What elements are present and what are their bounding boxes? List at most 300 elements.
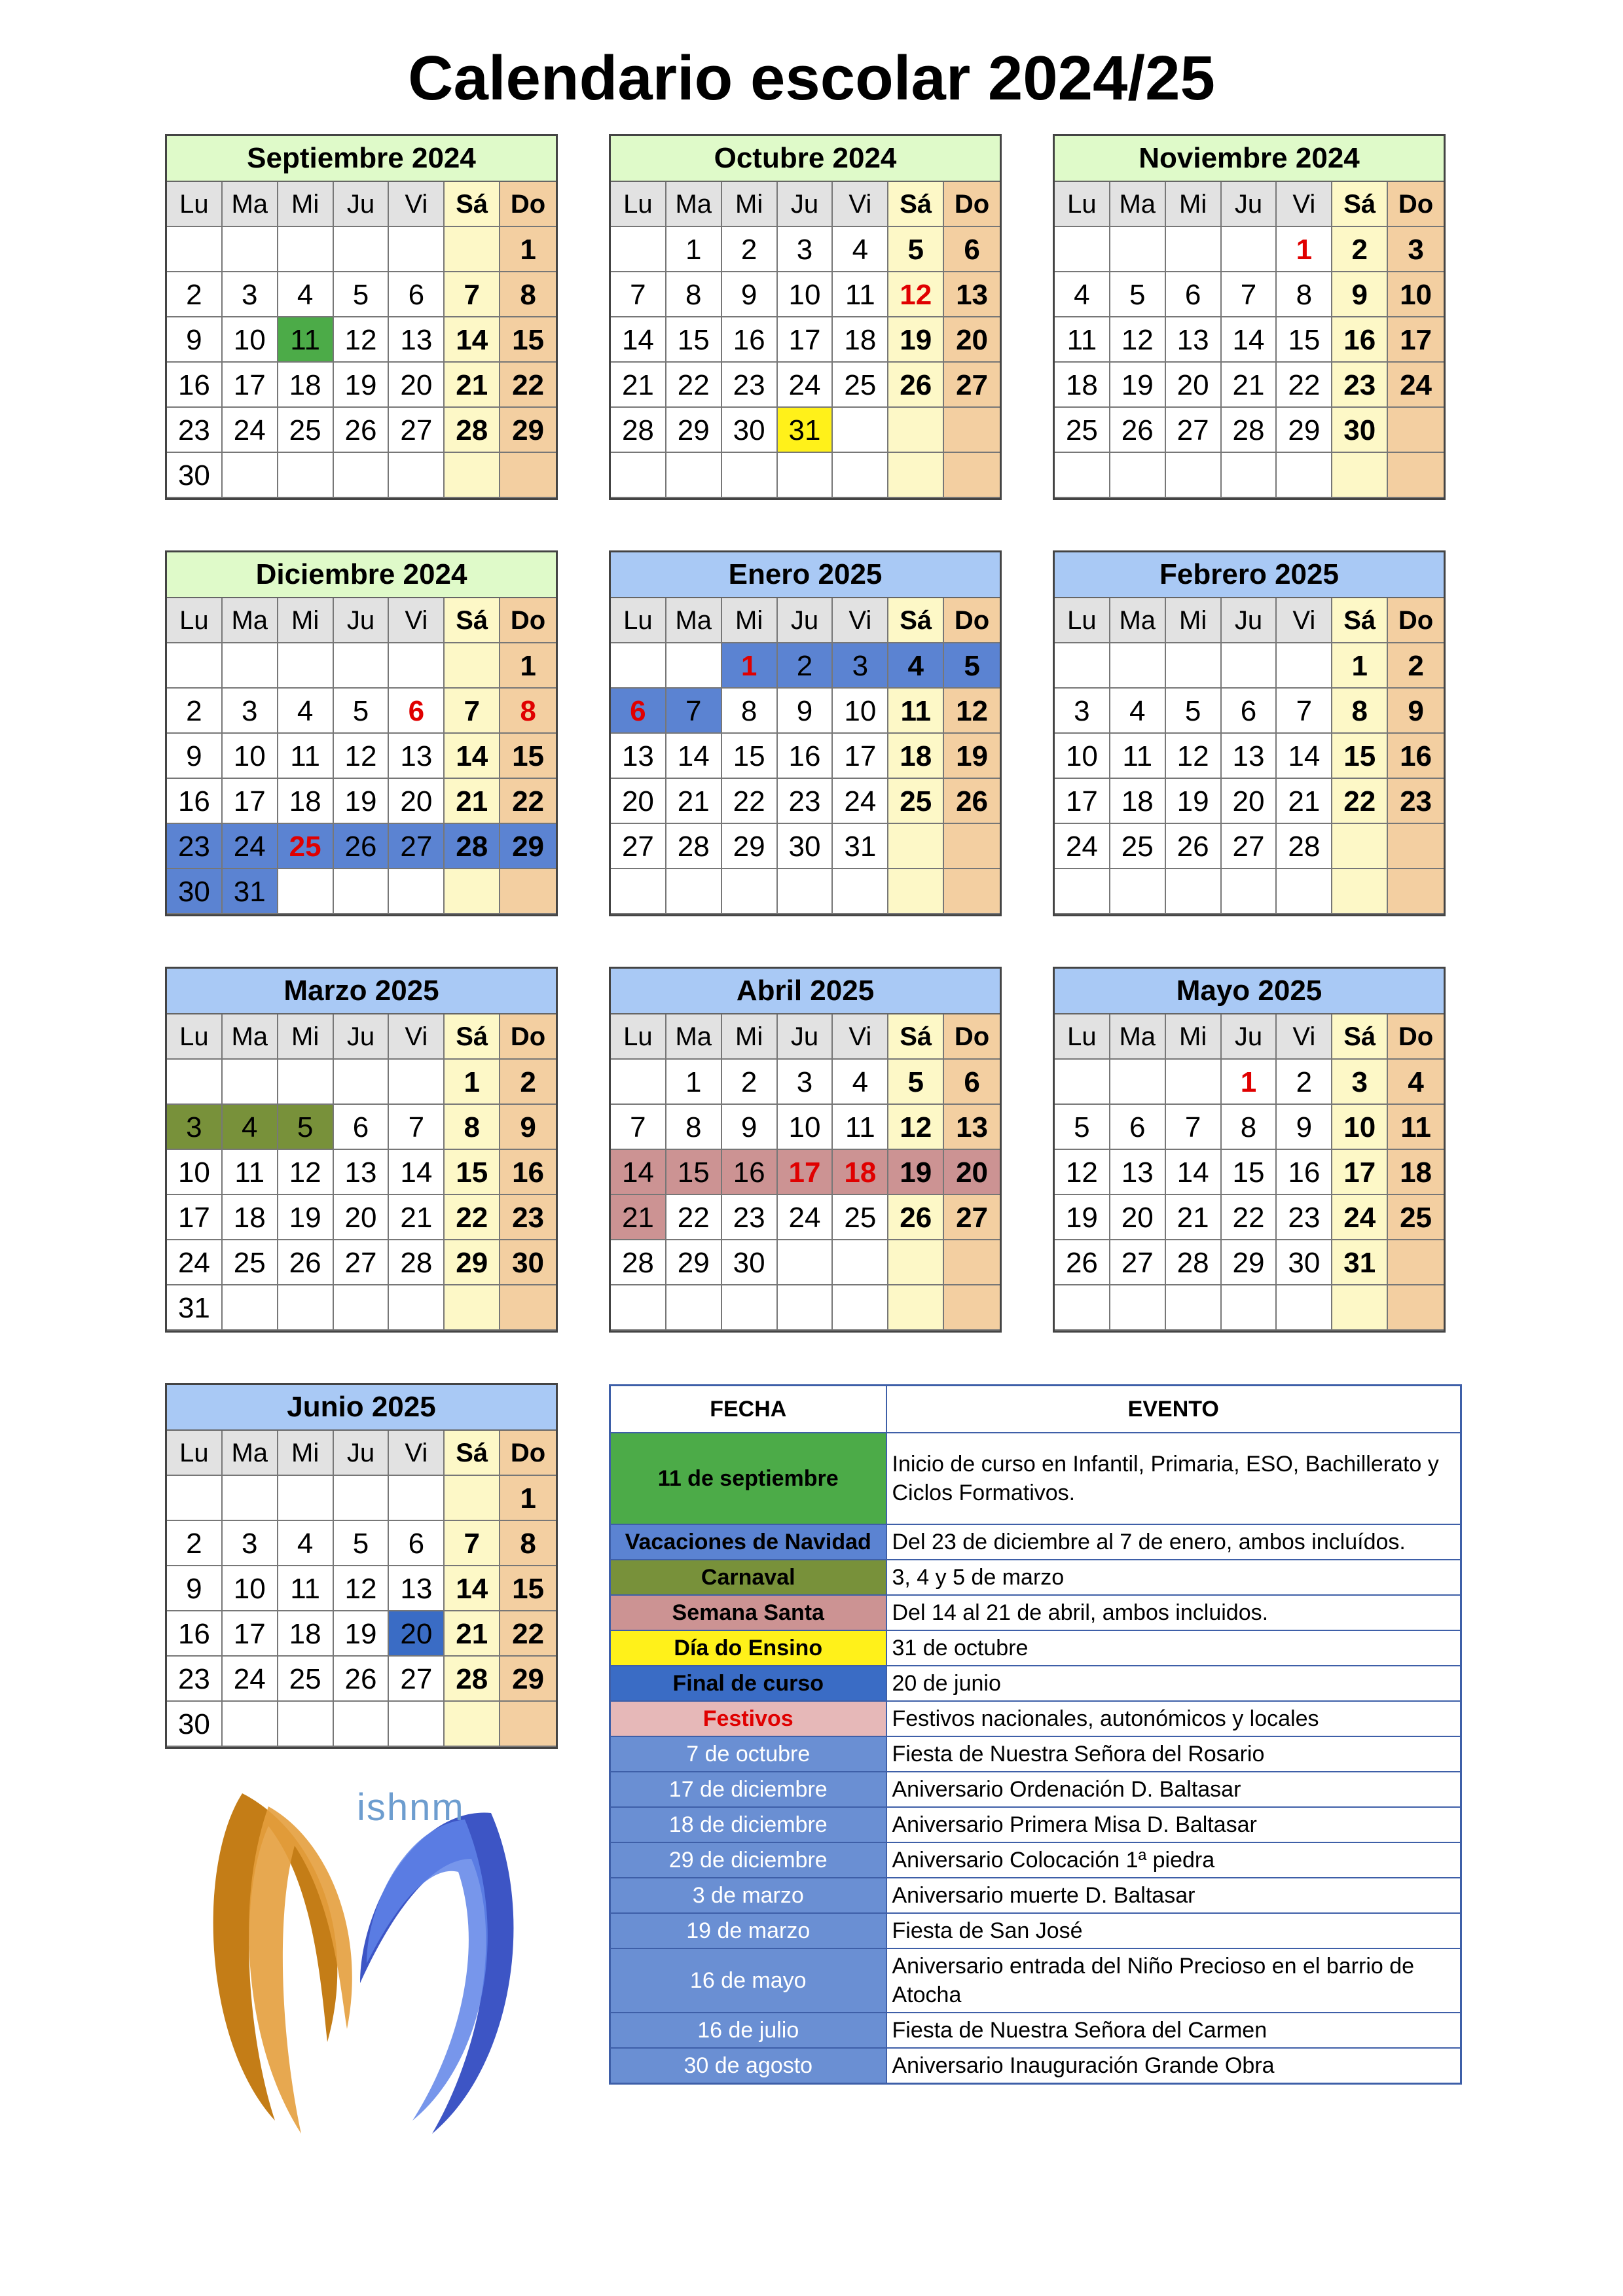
day-cell: 23 — [1332, 363, 1388, 408]
day-cell: 31 — [778, 408, 833, 453]
day-cell: 17 — [223, 363, 278, 408]
day-cell: 1 — [1222, 1060, 1277, 1105]
empty-day-cell — [500, 453, 556, 498]
day-cell: 18 — [278, 363, 334, 408]
empty-day-cell — [1277, 453, 1332, 498]
day-cell: 12 — [278, 1150, 334, 1195]
weekday-header: Ju — [778, 182, 833, 227]
month-calendar — [609, 967, 1002, 1333]
weekday-header: Ju — [1222, 598, 1277, 643]
day-cell: 19 — [1110, 363, 1166, 408]
empty-day-cell — [1388, 408, 1444, 453]
day-cell: 29 — [500, 824, 556, 869]
empty-day-cell — [611, 227, 666, 272]
day-cell: 8 — [500, 1521, 556, 1566]
day-cell: 14 — [445, 734, 500, 779]
day-cell: 19 — [1055, 1195, 1110, 1240]
weekday-header: Mi — [278, 1014, 334, 1060]
day-cell: 3 — [1055, 689, 1110, 734]
day-cell: 20 — [944, 1150, 1000, 1195]
empty-day-cell — [389, 1702, 445, 1747]
day-cell: 4 — [1110, 689, 1166, 734]
day-cell: 2 — [167, 272, 223, 317]
day-cell: 27 — [334, 1240, 390, 1285]
empty-day-cell — [778, 1240, 833, 1285]
day-cell: 27 — [389, 408, 445, 453]
events-header-fecha: FECHA — [610, 1386, 886, 1433]
event-row — [610, 1772, 1461, 1807]
day-cell: 4 — [1388, 1060, 1444, 1105]
empty-day-cell — [1332, 1285, 1388, 1331]
empty-day-cell — [888, 408, 944, 453]
day-cell: 8 — [1277, 272, 1332, 317]
weekday-header: Vi — [833, 1014, 888, 1060]
empty-day-cell — [389, 1060, 445, 1105]
event-description: Aniversario muerte D. Baltasar — [886, 1878, 1461, 1913]
day-cell: 16 — [167, 779, 223, 824]
weekday-header: Ju — [334, 1014, 390, 1060]
day-cell: 25 — [833, 1195, 888, 1240]
empty-day-cell — [888, 824, 944, 869]
weekday-header: Vi — [1277, 182, 1332, 227]
empty-day-cell — [223, 1476, 278, 1521]
day-cell: 11 — [278, 734, 334, 779]
day-cell: 5 — [1055, 1105, 1110, 1150]
day-cell: 10 — [778, 1105, 833, 1150]
day-cell: 24 — [1332, 1195, 1388, 1240]
event-date: 19 de marzo — [610, 1913, 886, 1948]
weekday-header: Do — [500, 1431, 556, 1476]
day-cell: 19 — [334, 779, 390, 824]
event-row — [610, 1807, 1461, 1842]
event-description: Aniversario Colocación 1ª piedra — [886, 1842, 1461, 1878]
day-cell: 22 — [1332, 779, 1388, 824]
events-body — [610, 1433, 1461, 2084]
day-cell: 15 — [722, 734, 778, 779]
day-cell: 3 — [833, 643, 888, 689]
day-cell: 17 — [1332, 1150, 1388, 1195]
day-cell: 26 — [334, 1657, 390, 1702]
day-cell: 12 — [334, 317, 390, 363]
day-cell: 23 — [167, 408, 223, 453]
day-cell: 1 — [500, 643, 556, 689]
event-description: Fiesta de San José — [886, 1913, 1461, 1948]
empty-day-cell — [611, 1285, 666, 1331]
weekday-header: Mi — [1166, 182, 1222, 227]
month-title: Febrero 2025 — [1055, 552, 1444, 598]
day-cell: 19 — [944, 734, 1000, 779]
day-cell: 10 — [223, 317, 278, 363]
empty-day-cell — [1166, 1060, 1222, 1105]
day-cell: 8 — [1332, 689, 1388, 734]
month-calendar — [165, 134, 558, 500]
day-cell: 9 — [167, 1566, 223, 1611]
event-date: 16 de julio — [610, 2013, 886, 2048]
empty-day-cell — [611, 453, 666, 498]
day-cell: 10 — [1388, 272, 1444, 317]
empty-day-cell — [445, 869, 500, 914]
event-date: 29 de diciembre — [610, 1842, 886, 1878]
empty-day-cell — [833, 1285, 888, 1331]
empty-day-cell — [334, 227, 390, 272]
day-cell: 11 — [1110, 734, 1166, 779]
day-cell: 21 — [611, 1195, 666, 1240]
event-date: Semana Santa — [610, 1595, 886, 1630]
day-cell: 12 — [1110, 317, 1166, 363]
empty-day-cell — [278, 227, 334, 272]
day-cell: 5 — [278, 1105, 334, 1150]
empty-day-cell — [167, 643, 223, 689]
day-cell: 24 — [223, 1657, 278, 1702]
event-description: Aniversario Primera Misa D. Baltasar — [886, 1807, 1461, 1842]
weekday-header: Lu — [167, 598, 223, 643]
day-cell: 1 — [666, 1060, 722, 1105]
events-header-evento: EVENTO — [886, 1386, 1461, 1433]
day-cell: 2 — [167, 689, 223, 734]
empty-day-cell — [278, 869, 334, 914]
event-row — [610, 1701, 1461, 1736]
day-cell: 5 — [944, 643, 1000, 689]
day-cell: 10 — [167, 1150, 223, 1195]
day-cell: 1 — [1332, 643, 1388, 689]
day-cell: 28 — [445, 1657, 500, 1702]
event-row — [610, 1948, 1461, 2013]
month-calendar — [165, 967, 558, 1333]
day-cell: 31 — [167, 1285, 223, 1331]
month-day-grid — [611, 598, 1000, 914]
day-cell: 18 — [833, 1150, 888, 1195]
weekday-header: Vi — [389, 182, 445, 227]
day-cell: 4 — [833, 1060, 888, 1105]
day-cell: 8 — [1222, 1105, 1277, 1150]
day-cell: 18 — [833, 317, 888, 363]
event-date: 17 de diciembre — [610, 1772, 886, 1807]
day-cell: 12 — [1055, 1150, 1110, 1195]
event-row — [610, 1433, 1461, 1524]
weekday-header: Ju — [334, 182, 390, 227]
day-cell: 27 — [389, 1657, 445, 1702]
day-cell: 5 — [334, 1521, 390, 1566]
empty-day-cell — [888, 1240, 944, 1285]
day-cell: 11 — [278, 1566, 334, 1611]
empty-day-cell — [445, 1702, 500, 1747]
day-cell: 16 — [167, 1611, 223, 1657]
event-date: 18 de diciembre — [610, 1807, 886, 1842]
weekday-header: Sá — [888, 598, 944, 643]
month-title: Diciembre 2024 — [167, 552, 556, 598]
day-cell: 2 — [167, 1521, 223, 1566]
weekday-header: Vi — [389, 598, 445, 643]
empty-day-cell — [389, 1285, 445, 1331]
day-cell: 9 — [1277, 1105, 1332, 1150]
day-cell: 9 — [1388, 689, 1444, 734]
weekday-header: Ma — [223, 1431, 278, 1476]
day-cell: 28 — [445, 824, 500, 869]
weekday-header: Vi — [1277, 1014, 1332, 1060]
month-calendar — [165, 550, 558, 916]
day-cell: 4 — [888, 643, 944, 689]
empty-day-cell — [1110, 643, 1166, 689]
day-cell: 26 — [1055, 1240, 1110, 1285]
weekday-header: Ju — [778, 598, 833, 643]
day-cell: 17 — [223, 779, 278, 824]
day-cell: 4 — [1055, 272, 1110, 317]
weekday-header: Ju — [334, 598, 390, 643]
day-cell: 9 — [167, 734, 223, 779]
empty-day-cell — [722, 1285, 778, 1331]
day-cell: 22 — [500, 1611, 556, 1657]
month-day-grid — [1055, 1014, 1444, 1331]
weekday-header: Mi — [722, 598, 778, 643]
month-calendar — [609, 550, 1002, 916]
day-cell: 3 — [1332, 1060, 1388, 1105]
day-cell: 29 — [445, 1240, 500, 1285]
empty-day-cell — [445, 1285, 500, 1331]
day-cell: 22 — [445, 1195, 500, 1240]
day-cell: 12 — [334, 1566, 390, 1611]
day-cell: 10 — [1332, 1105, 1388, 1150]
month-calendar — [1053, 967, 1446, 1333]
day-cell: 17 — [223, 1611, 278, 1657]
empty-day-cell — [1055, 453, 1110, 498]
day-cell: 28 — [1277, 824, 1332, 869]
day-cell: 4 — [833, 227, 888, 272]
day-cell: 16 — [1277, 1150, 1332, 1195]
empty-day-cell — [167, 1476, 223, 1521]
empty-day-cell — [1055, 227, 1110, 272]
empty-day-cell — [1222, 643, 1277, 689]
day-cell: 10 — [1055, 734, 1110, 779]
weekday-header: Lu — [611, 182, 666, 227]
weekday-header: Do — [944, 1014, 1000, 1060]
day-cell: 25 — [1388, 1195, 1444, 1240]
weekday-header: Vi — [1277, 598, 1332, 643]
day-cell: 7 — [1277, 689, 1332, 734]
day-cell: 28 — [1222, 408, 1277, 453]
page-title: Calendario escolar 2024/25 — [408, 43, 1215, 113]
day-cell: 29 — [722, 824, 778, 869]
day-cell: 27 — [611, 824, 666, 869]
month-title: Septiembre 2024 — [167, 136, 556, 182]
day-cell: 16 — [722, 317, 778, 363]
weekday-header: Lu — [167, 1014, 223, 1060]
day-cell: 18 — [1055, 363, 1110, 408]
event-date: Festivos — [610, 1701, 886, 1736]
weekday-header: Ju — [1222, 182, 1277, 227]
weekday-header: Ju — [334, 1431, 390, 1476]
day-cell: 29 — [500, 408, 556, 453]
month-day-grid — [1055, 598, 1444, 914]
day-cell: 4 — [278, 689, 334, 734]
empty-day-cell — [1055, 643, 1110, 689]
day-cell: 14 — [445, 317, 500, 363]
weekday-header: Lu — [167, 1431, 223, 1476]
day-cell: 5 — [1110, 272, 1166, 317]
day-cell: 18 — [278, 779, 334, 824]
event-row — [610, 2013, 1461, 2048]
day-cell: 6 — [1166, 272, 1222, 317]
day-cell: 2 — [722, 1060, 778, 1105]
weekday-header: Do — [500, 598, 556, 643]
day-cell: 24 — [833, 779, 888, 824]
empty-day-cell — [223, 1285, 278, 1331]
empty-day-cell — [223, 1060, 278, 1105]
event-date: Vacaciones de Navidad — [610, 1524, 886, 1560]
day-cell: 30 — [722, 1240, 778, 1285]
day-cell: 7 — [1222, 272, 1277, 317]
weekday-header: Ma — [223, 1014, 278, 1060]
day-cell: 15 — [1222, 1150, 1277, 1195]
day-cell: 25 — [1110, 824, 1166, 869]
event-row — [610, 1666, 1461, 1701]
day-cell: 26 — [888, 1195, 944, 1240]
day-cell: 18 — [223, 1195, 278, 1240]
day-cell: 20 — [611, 779, 666, 824]
weekday-header: Vi — [833, 598, 888, 643]
empty-day-cell — [778, 1285, 833, 1331]
day-cell: 29 — [666, 408, 722, 453]
day-cell: 7 — [666, 689, 722, 734]
day-cell: 2 — [1332, 227, 1388, 272]
day-cell: 28 — [611, 1240, 666, 1285]
day-cell: 28 — [389, 1240, 445, 1285]
day-cell: 14 — [611, 1150, 666, 1195]
day-cell: 21 — [1222, 363, 1277, 408]
day-cell: 22 — [722, 779, 778, 824]
weekday-header: Sá — [1332, 182, 1388, 227]
day-cell: 12 — [1166, 734, 1222, 779]
event-description: 20 de junio — [886, 1666, 1461, 1701]
empty-day-cell — [1110, 869, 1166, 914]
day-cell: 13 — [334, 1150, 390, 1195]
day-cell: 24 — [1055, 824, 1110, 869]
day-cell: 18 — [888, 734, 944, 779]
event-description: Festivos nacionales, autonómicos y locales — [886, 1701, 1461, 1736]
day-cell: 13 — [389, 317, 445, 363]
day-cell: 7 — [389, 1105, 445, 1150]
empty-day-cell — [278, 453, 334, 498]
event-description: Aniversario entrada del Niño Precioso en el barrio de Atocha — [886, 1948, 1461, 2013]
month-title: Noviembre 2024 — [1055, 136, 1444, 182]
day-cell: 6 — [944, 1060, 1000, 1105]
day-cell: 17 — [1055, 779, 1110, 824]
day-cell: 5 — [334, 689, 390, 734]
day-cell: 11 — [223, 1150, 278, 1195]
day-cell: 30 — [167, 1702, 223, 1747]
day-cell: 13 — [944, 272, 1000, 317]
logo-text: ishnm — [357, 1786, 465, 1829]
day-cell: 1 — [500, 1476, 556, 1521]
day-cell: 25 — [278, 1657, 334, 1702]
day-cell: 24 — [778, 1195, 833, 1240]
day-cell: 26 — [944, 779, 1000, 824]
day-cell: 22 — [666, 1195, 722, 1240]
weekday-header: Vi — [833, 182, 888, 227]
day-cell: 26 — [1166, 824, 1222, 869]
empty-day-cell — [1388, 824, 1444, 869]
day-cell: 2 — [500, 1060, 556, 1105]
empty-day-cell — [389, 1476, 445, 1521]
day-cell: 5 — [888, 227, 944, 272]
empty-day-cell — [223, 643, 278, 689]
day-cell: 27 — [1166, 408, 1222, 453]
day-cell: 3 — [223, 689, 278, 734]
empty-day-cell — [944, 1285, 1000, 1331]
day-cell: 31 — [833, 824, 888, 869]
day-cell: 14 — [389, 1150, 445, 1195]
weekday-header: Sá — [445, 598, 500, 643]
day-cell: 24 — [778, 363, 833, 408]
day-cell: 21 — [611, 363, 666, 408]
weekday-header: Mi — [278, 1431, 334, 1476]
day-cell: 30 — [167, 869, 223, 914]
day-cell: 23 — [1388, 779, 1444, 824]
day-cell: 20 — [1110, 1195, 1166, 1240]
day-cell: 15 — [666, 317, 722, 363]
empty-day-cell — [389, 227, 445, 272]
day-cell: 20 — [334, 1195, 390, 1240]
month-title: Mayo 2025 — [1055, 969, 1444, 1014]
day-cell: 4 — [278, 272, 334, 317]
month-day-grid — [167, 182, 556, 498]
empty-day-cell — [1110, 453, 1166, 498]
empty-day-cell — [1055, 1060, 1110, 1105]
day-cell: 15 — [1277, 317, 1332, 363]
day-cell: 25 — [223, 1240, 278, 1285]
weekday-header: Vi — [389, 1431, 445, 1476]
weekday-header: Ma — [1110, 182, 1166, 227]
day-cell: 21 — [1166, 1195, 1222, 1240]
empty-day-cell — [1110, 1285, 1166, 1331]
day-cell: 23 — [167, 1657, 223, 1702]
day-cell: 13 — [1222, 734, 1277, 779]
day-cell: 11 — [278, 317, 334, 363]
day-cell: 9 — [722, 272, 778, 317]
event-date: 7 de octubre — [610, 1736, 886, 1772]
day-cell: 17 — [778, 1150, 833, 1195]
day-cell: 21 — [1277, 779, 1332, 824]
empty-day-cell — [1277, 1285, 1332, 1331]
day-cell: 23 — [778, 779, 833, 824]
empty-day-cell — [1166, 643, 1222, 689]
day-cell: 20 — [1222, 779, 1277, 824]
day-cell: 13 — [389, 734, 445, 779]
weekday-header: Lu — [611, 1014, 666, 1060]
day-cell: 16 — [1388, 734, 1444, 779]
day-cell: 7 — [611, 1105, 666, 1150]
day-cell: 18 — [1388, 1150, 1444, 1195]
event-row — [610, 1630, 1461, 1666]
weekday-header: Lu — [611, 598, 666, 643]
empty-day-cell — [278, 1476, 334, 1521]
day-cell: 20 — [1166, 363, 1222, 408]
day-cell: 15 — [666, 1150, 722, 1195]
day-cell: 17 — [1388, 317, 1444, 363]
month-title: Enero 2025 — [611, 552, 1000, 598]
weekday-header: Sá — [445, 1431, 500, 1476]
day-cell: 12 — [334, 734, 390, 779]
day-cell: 26 — [278, 1240, 334, 1285]
day-cell: 24 — [1388, 363, 1444, 408]
day-cell: 5 — [1166, 689, 1222, 734]
day-cell: 31 — [223, 869, 278, 914]
empty-day-cell — [1222, 1285, 1277, 1331]
empty-day-cell — [223, 453, 278, 498]
empty-day-cell — [278, 1702, 334, 1747]
day-cell: 11 — [1388, 1105, 1444, 1150]
event-description: Del 23 de diciembre al 7 de enero, ambos incluídos. — [886, 1524, 1461, 1560]
month-calendar — [1053, 134, 1446, 500]
